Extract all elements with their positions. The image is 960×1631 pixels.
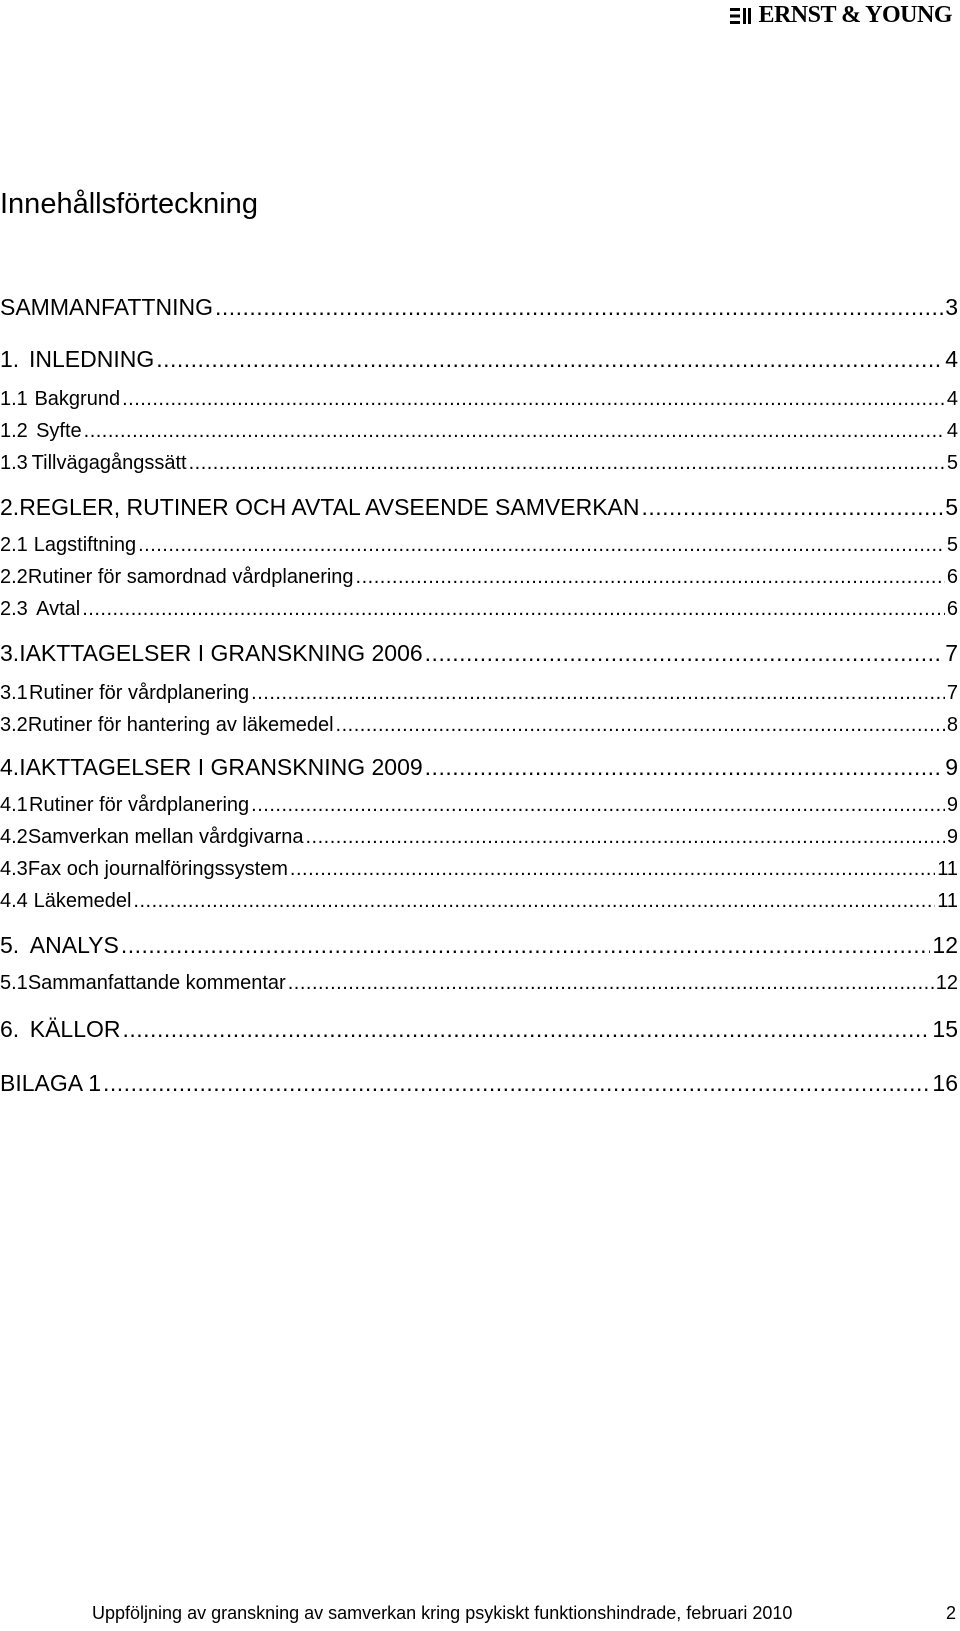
toc-leader-dots — [138, 534, 945, 557]
toc-entry-page: 15 — [932, 1016, 958, 1042]
toc-entry-page: 11 — [937, 890, 958, 912]
toc-entry-label: KÄLLOR — [29, 1016, 121, 1042]
toc-entry-number: 4.4 — [0, 890, 28, 912]
toc-entry-label: Rutiner för samordnad vårdplanering — [27, 566, 354, 588]
toc-entry-page: 5 — [946, 452, 958, 474]
toc-entry[interactable] — [0, 598, 958, 621]
toc-entry-number: 1.1 — [0, 388, 28, 410]
toc-entry-page: 6 — [946, 598, 958, 620]
toc-entry-label: INLEDNING — [28, 346, 155, 372]
toc-entry[interactable] — [0, 388, 958, 411]
toc-entry[interactable] — [0, 858, 958, 881]
toc-entry[interactable] — [0, 826, 958, 849]
toc-entry-number: 2.3 — [0, 598, 28, 620]
toc-entry-page: 7 — [945, 640, 958, 666]
page-footer — [92, 1603, 956, 1624]
toc-entry-label: Rutiner för hantering av läkemedel — [27, 714, 334, 736]
toc-entry-page: 12 — [935, 972, 958, 994]
toc-leader-dots — [425, 754, 944, 781]
toc-leader-dots — [215, 294, 943, 321]
toc-entry[interactable] — [0, 346, 958, 373]
page-title: Innehållsförteckning — [0, 188, 258, 220]
toc-leader-dots — [123, 1016, 931, 1043]
toc-entry-label: Rutiner för vårdplanering — [29, 794, 250, 816]
toc-entry-label: Sammanfattande kommentar — [27, 972, 286, 994]
toc-entry-page: 7 — [946, 682, 958, 704]
toc-entry-number: 4.1 — [0, 794, 28, 816]
toc-entry-label: Samverkan mellan vårdgivarna — [27, 826, 304, 848]
toc-entry-label: Tillvägagångssätt — [31, 452, 187, 474]
toc-entry-number: 5. — [0, 932, 20, 958]
toc-entry[interactable] — [0, 754, 958, 781]
toc-entry-page: 5 — [946, 534, 958, 556]
toc-entry-label: SAMMANFATTNING — [0, 294, 213, 320]
toc-leader-dots — [641, 494, 943, 521]
toc-entry-number: 4.2 — [0, 826, 28, 848]
toc-entry[interactable] — [0, 682, 958, 705]
toc-entry-label: Syfte — [36, 420, 82, 442]
logo-text: ERNST & YOUNG — [758, 2, 952, 28]
toc-entry[interactable] — [0, 534, 958, 557]
toc-entry[interactable] — [0, 640, 958, 667]
toc-leader-dots — [251, 682, 945, 705]
header-logo — [730, 2, 952, 29]
toc-entry[interactable] — [0, 294, 958, 321]
toc-leader-dots — [336, 714, 945, 737]
toc-entry-label: IAKTTAGELSER I GRANSKNING 2006 — [19, 640, 423, 666]
toc-entry-number: 4. — [0, 754, 20, 780]
toc-entry-page: 4 — [946, 420, 958, 442]
toc-entry-page: 12 — [932, 932, 958, 958]
toc-entry-number: 3.2 — [0, 714, 28, 736]
toc-entry-number: 1. — [0, 346, 20, 372]
toc-leader-dots — [84, 420, 945, 443]
toc-entry-label: BILAGA 1 — [0, 1070, 102, 1096]
toc-entry-number: 4.3 — [0, 858, 28, 880]
toc-entry-number: 2. — [0, 494, 20, 520]
toc-entry-number: 3. — [0, 640, 20, 666]
toc-leader-dots — [425, 640, 944, 667]
toc-leader-dots — [103, 1070, 930, 1097]
toc-entry[interactable] — [0, 1070, 958, 1097]
toc-leader-dots — [133, 890, 935, 913]
toc-leader-dots — [121, 932, 931, 959]
toc-leader-dots — [290, 858, 935, 881]
toc-entry-page: 9 — [946, 794, 958, 816]
toc-entry[interactable] — [0, 1016, 958, 1043]
toc-entry[interactable] — [0, 932, 958, 959]
toc-entry-page: 5 — [945, 494, 958, 520]
toc-entry-number: 1.3 — [0, 452, 28, 474]
toc-entry-page: 11 — [937, 858, 958, 880]
toc-entry-label: Fax och journalföringssystem — [27, 858, 288, 880]
footer-page-number: 2 — [945, 1603, 956, 1623]
toc-entry-page: 4 — [946, 388, 958, 410]
toc-entry-page: 9 — [946, 826, 958, 848]
toc-entry[interactable] — [0, 714, 958, 737]
toc-entry-number: 1.2 — [0, 420, 28, 442]
toc-entry[interactable] — [0, 794, 958, 817]
toc-entry[interactable] — [0, 494, 958, 521]
toc-entry-number: 5.1 — [0, 972, 28, 994]
toc-leader-dots — [122, 388, 945, 411]
toc-entry-label: Lagstiftning — [33, 534, 137, 556]
toc-entry-label: Avtal — [36, 598, 81, 620]
toc-entry-page: 6 — [946, 566, 958, 588]
toc-entry-label: REGLER, RUTINER OCH AVTAL AVSEENDE SAMVERKAN — [19, 494, 640, 520]
toc-entry-label: IAKTTAGELSER I GRANSKNING 2009 — [19, 754, 423, 780]
toc-leader-dots — [189, 452, 945, 475]
toc-entry-page: 8 — [946, 714, 958, 736]
toc-entry-label: Rutiner för vårdplanering — [29, 682, 250, 704]
toc-entry-number: 3.1 — [0, 682, 28, 704]
toc-entry[interactable] — [0, 566, 958, 589]
toc-entry[interactable] — [0, 452, 958, 475]
toc-entry[interactable] — [0, 972, 958, 995]
toc-entry-page: 9 — [945, 754, 958, 780]
toc-entry-page: 16 — [932, 1070, 958, 1096]
ey-logo-icon — [730, 6, 754, 26]
toc-leader-dots — [288, 972, 934, 995]
toc-entry[interactable] — [0, 420, 958, 443]
toc-entry-page: 3 — [945, 294, 958, 320]
toc-entry-number: 6. — [0, 1016, 20, 1042]
toc-entry-label: Läkemedel — [33, 890, 132, 912]
toc-leader-dots — [356, 566, 945, 589]
footer-text: Uppföljning av granskning av samverkan kring psykiskt funktionshindrade, februari 2010 — [92, 1603, 793, 1623]
toc-entry[interactable] — [0, 890, 958, 913]
toc-entry-label: ANALYS — [29, 932, 119, 958]
toc-leader-dots — [251, 794, 945, 817]
toc-entry-number: 2.2 — [0, 566, 28, 588]
toc-entry-page: 4 — [945, 346, 958, 372]
toc-entry-number: 2.1 — [0, 534, 28, 556]
toc-leader-dots — [156, 346, 943, 373]
toc-leader-dots — [306, 826, 945, 849]
toc-leader-dots — [82, 598, 945, 621]
toc-entry-label: Bakgrund — [34, 388, 121, 410]
